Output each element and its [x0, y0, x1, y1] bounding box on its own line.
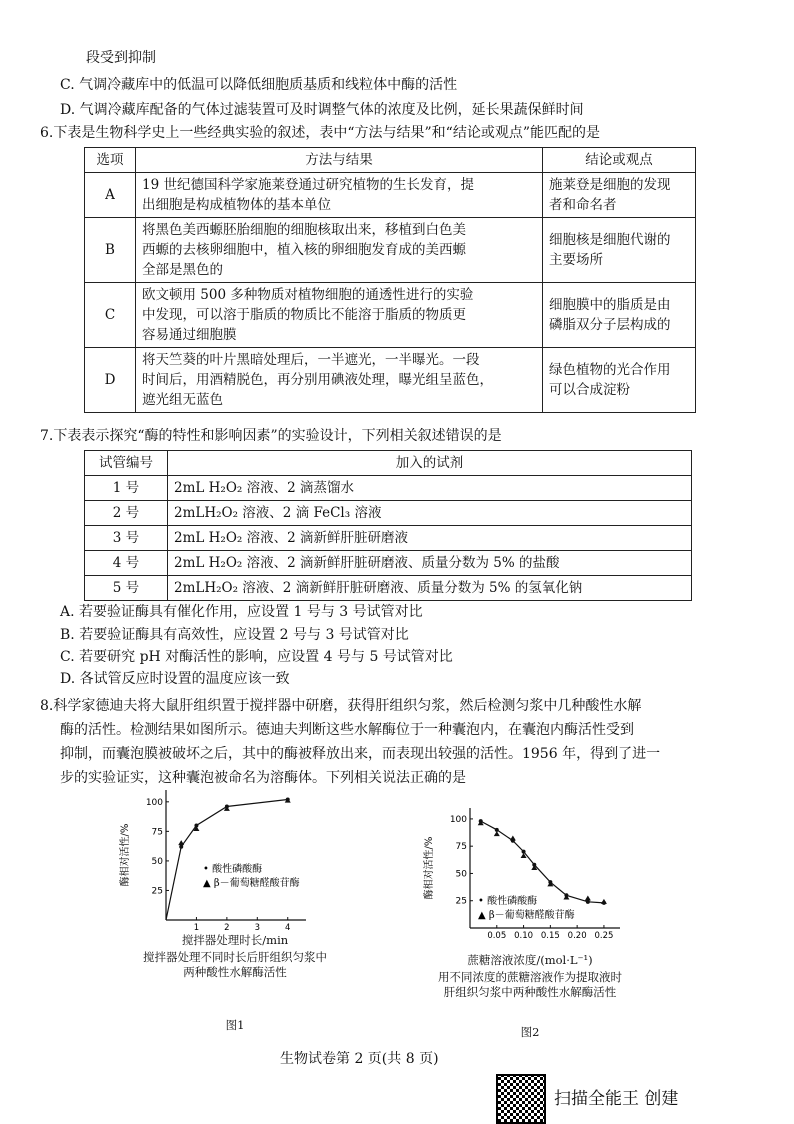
table6-method: 欧文顿用 500 多种物质对植物细胞的通透性进行的实验 中发现，可以溶于脂质的物质比不能溶于脂质的物质更 容易通过细胞膜 — [136, 283, 543, 348]
table-row — [85, 173, 696, 218]
page-footer: 生物试卷第 2 页(共 8 页) — [280, 1051, 439, 1067]
table6-opt: A — [85, 173, 136, 218]
y-axis-label: 酶相对活性/% — [424, 836, 435, 900]
table7-tube: 2 号 — [85, 501, 168, 526]
table-row — [85, 476, 692, 501]
question-7-title: 7.下表表示探究“酶的特性和影响因素”的实验设计，下列相关叙述错误的是 — [40, 428, 502, 444]
figure-1-xlabel: 搅拌器处理时长/min — [181, 933, 289, 947]
legend-entry: ▲ β－葡萄糖醛酸苷酶 — [203, 878, 300, 889]
table-row — [85, 576, 692, 601]
table7-tube: 3 号 — [85, 526, 168, 551]
legend-entry: • 酸性磷酸酶 — [203, 864, 263, 875]
figure-2-label: 图2 — [520, 1025, 540, 1039]
table6-opt: C — [85, 283, 136, 348]
series-line — [481, 821, 604, 903]
q7-option-c: C. 若要研究 pH 对酶活性的影响，应设置 4 号与 5 号试管对比 — [60, 649, 453, 665]
table-row — [85, 526, 692, 551]
table6-opt: D — [85, 348, 136, 413]
figure-2-caption-2: 肝组织匀浆中两种酸性水解酶活性 — [443, 985, 617, 999]
q7-option-b: B. 若要验证酶具有高效性，应设置 2 号与 3 号试管对比 — [60, 627, 409, 643]
y-tick-label: 50 — [455, 869, 467, 880]
table-row — [85, 501, 692, 526]
y-tick-label: 100 — [449, 814, 467, 825]
text-line-1: C. 气调冷藏库中的低温可以降低细胞质基质和线粒体中酶的活性 — [60, 77, 458, 93]
y-tick-label: 75 — [151, 827, 163, 838]
figure-1-caption-2: 两种酸性水解酶活性 — [183, 965, 287, 979]
table6-header-method: 方法与结果 — [136, 148, 543, 173]
x-tick-label: 0.20 — [567, 931, 587, 940]
table-row — [85, 283, 696, 348]
x-tick-label: 4 — [285, 923, 291, 930]
table7-header-reagent: 加入的试剂 — [168, 451, 692, 476]
table-7 — [84, 450, 692, 601]
table-row — [85, 551, 692, 576]
table6-header-option: 选项 — [85, 148, 136, 173]
legend-entry: ▲ β－葡萄糖醛酸苷酶 — [478, 910, 575, 921]
table7-header-tube: 试管编号 — [85, 451, 168, 476]
table7-reagent: 2mLH₂O₂ 溶液、2 滴 FeCl₃ 溶液 — [168, 501, 692, 526]
x-tick-label: 2 — [224, 923, 230, 930]
q8-line-0: 8.科学家德迪夫将大鼠肝组织置于搅拌器中研磨，获得肝组织匀浆，然后检测匀浆中几种酸性水解 — [40, 698, 642, 714]
table7-tube: 4 号 — [85, 551, 168, 576]
data-point-glucuronidase — [585, 896, 591, 901]
figure-1-chart — [118, 780, 318, 930]
figure-1-label: 图1 — [225, 1018, 245, 1032]
question-6-title: 6.下表是生物科学史上一些经典实验的叙述，表中“方法与结果”和“结论或观点”能匹配的是 — [40, 125, 600, 141]
x-tick-label: 0.15 — [540, 931, 560, 940]
table7-reagent: 2mL H₂O₂ 溶液、2 滴新鲜肝脏研磨液、质量分数为 5% 的盐酸 — [168, 551, 692, 576]
table7-reagent: 2mL H₂O₂ 溶液、2 滴蒸馏水 — [168, 476, 692, 501]
table6-method: 将天竺葵的叶片黑暗处理后，一半遮光，一半曝光。一段 时间后，用酒精脱色，再分别用碘液处理，曝光组呈蓝色， 遮光组无蓝色 — [136, 348, 543, 413]
data-point-glucuronidase — [510, 836, 516, 841]
table-row — [85, 348, 696, 413]
x-tick-label: 0.25 — [594, 931, 614, 940]
table7-tube: 1 号 — [85, 476, 168, 501]
qr-code-icon — [496, 1074, 546, 1124]
q8-line-2: 抑制，而囊泡膜被破坏之后，其中的酶被释放出来，而表现出较强的活性。1956 年，得到了进一 — [60, 746, 661, 762]
y-tick-label: 100 — [145, 797, 163, 808]
table7-reagent: 2mL H₂O₂ 溶液、2 滴新鲜肝脏研磨液 — [168, 526, 692, 551]
table6-concl: 施莱登是细胞的发现 者和命名者 — [543, 173, 696, 218]
y-axis-label: 酶相对活性/% — [120, 823, 131, 887]
table6-opt: B — [85, 218, 136, 283]
data-point-glucuronidase — [601, 899, 607, 904]
x-tick-label: 0.10 — [514, 931, 534, 940]
data-point-glucuronidase — [563, 894, 569, 899]
q8-line-1: 酶的活性。检测结果如图所示。德迪夫判断这些水解酶位于一种囊泡内，在囊泡内酶活性受到 — [60, 722, 634, 738]
table6-method: 19 世纪德国科学家施莱登通过研究植物的生长发育，提 出细胞是构成植物体的基本单位 — [136, 173, 543, 218]
scanner-watermark: 扫描全能王 创建 — [554, 1089, 679, 1109]
legend-entry: • 酸性磷酸酶 — [478, 896, 538, 907]
table-6 — [84, 147, 696, 413]
table-row — [85, 218, 696, 283]
figure-2-xlabel: 蔗糖溶液浓度/(mol·L⁻¹) — [467, 953, 593, 967]
q7-option-a: A. 若要验证酶具有催化作用，应设置 1 号与 3 号试管对比 — [60, 604, 423, 620]
y-tick-label: 50 — [151, 856, 163, 867]
x-tick-label: 0.05 — [487, 931, 507, 940]
q8-line-3: 步的实验证实，这种囊泡被命名为溶酶体。下列相关说法正确的是 — [60, 770, 466, 786]
y-tick-label: 25 — [455, 896, 467, 907]
table6-header-conclusion: 结论或观点 — [543, 148, 696, 173]
figure-2-caption-1: 用不同浓度的蔗糖溶液作为提取液时 — [438, 970, 622, 984]
y-tick-label: 75 — [455, 842, 467, 853]
table7-reagent: 2mLH₂O₂ 溶液、2 滴新鲜肝脏研磨液、质量分数为 5% 的氢氧化钠 — [168, 576, 692, 601]
table6-method: 将黑色美西螈胚胎细胞的细胞核取出来，移植到白色美 西螈的去核卵细胞中，植入核的卵细胞发育成的美西螈 全部是黑色的 — [136, 218, 543, 283]
text-line-2: D. 气调冷藏库配备的气体过滤装置可及时调整气体的浓度及比例，延长果蔬保鲜时间 — [60, 102, 584, 118]
x-tick-label: 3 — [254, 923, 261, 930]
series-line — [166, 800, 288, 921]
x-tick-label: 1 — [193, 923, 200, 930]
data-point-glucuronidase — [178, 840, 184, 845]
table6-concl: 绿色植物的光合作用 可以合成淀粉 — [543, 348, 696, 413]
y-tick-label: 25 — [151, 886, 163, 897]
table6-concl: 细胞膜中的脂质是由 磷脂双分子层构成的 — [543, 283, 696, 348]
table6-concl: 细胞核是细胞代谢的 主要场所 — [543, 218, 696, 283]
figure-1-caption-1: 搅拌器处理不同时长后肝组织匀浆中 — [143, 950, 327, 964]
figure-2-chart — [422, 800, 632, 940]
text-line-0: 段受到抑制 — [86, 50, 156, 66]
table7-tube: 5 号 — [85, 576, 168, 601]
data-point-acid-phosphatase — [179, 845, 183, 849]
q7-option-d: D. 各试管反应时设置的温度应该一致 — [60, 671, 290, 687]
